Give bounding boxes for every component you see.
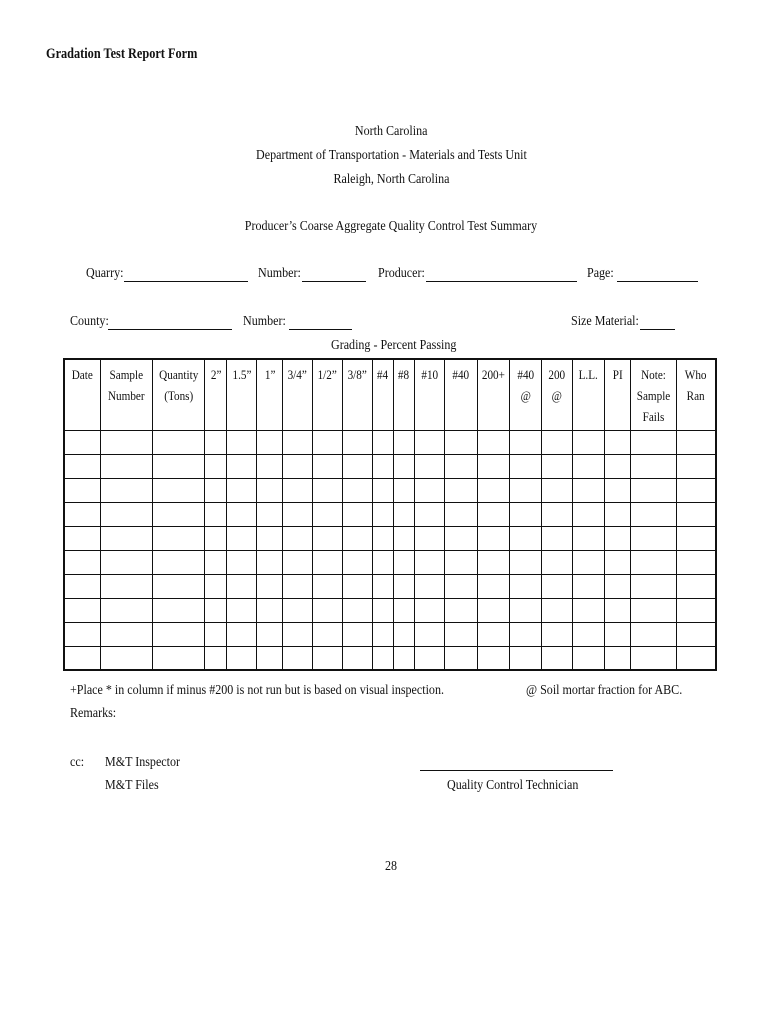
table-cell[interactable] <box>510 503 541 527</box>
quarry-label: Quarry: <box>86 266 124 281</box>
table-cell[interactable] <box>541 623 572 647</box>
table-cell[interactable] <box>572 551 604 575</box>
table-cell[interactable] <box>372 527 393 551</box>
producer-field[interactable] <box>426 269 577 282</box>
column-header-label: #40 <box>452 367 470 382</box>
table-cell[interactable] <box>677 575 716 599</box>
column-header-label: 3/4” <box>287 367 308 382</box>
table-cell[interactable] <box>415 503 445 527</box>
table-cell[interactable] <box>510 527 541 551</box>
column-header <box>677 359 716 431</box>
header-city: Raleigh, North Carolina <box>332 172 450 187</box>
table-cell[interactable] <box>283 527 312 551</box>
table-cell[interactable] <box>100 527 152 551</box>
table-cell[interactable] <box>604 575 630 599</box>
table-cell[interactable] <box>64 647 100 671</box>
table-cell[interactable] <box>100 431 152 455</box>
table-cell[interactable] <box>604 527 630 551</box>
table-cell[interactable] <box>572 647 604 671</box>
table-cell[interactable] <box>64 527 100 551</box>
table-cell[interactable] <box>541 479 572 503</box>
table-cell[interactable] <box>312 647 342 671</box>
table-cell[interactable] <box>478 527 510 551</box>
column-header <box>541 359 572 431</box>
table-cell[interactable] <box>541 503 572 527</box>
table-cell[interactable] <box>205 599 227 623</box>
table-cell[interactable] <box>64 623 100 647</box>
table-cell[interactable] <box>152 623 204 647</box>
column-header-label: 2” <box>210 367 221 382</box>
column-header <box>205 359 227 431</box>
table-cell[interactable] <box>677 551 716 575</box>
gradation-table <box>63 358 717 671</box>
table-cell[interactable] <box>372 575 393 599</box>
table-cell[interactable] <box>227 527 257 551</box>
table-cell[interactable] <box>630 647 676 671</box>
table-cell[interactable] <box>100 599 152 623</box>
column-header <box>415 359 445 431</box>
table-cell[interactable] <box>257 455 283 479</box>
table-cell[interactable] <box>541 575 572 599</box>
table-cell[interactable] <box>372 647 393 671</box>
column-header-label: Quantity (Tons) <box>158 367 199 403</box>
column-header-label: #8 <box>398 367 410 382</box>
table-cell[interactable] <box>283 551 312 575</box>
column-header-label: Sample Number <box>107 367 145 403</box>
table-cell[interactable] <box>541 551 572 575</box>
table-cell[interactable] <box>445 479 478 503</box>
table-cell[interactable] <box>630 575 676 599</box>
table-cell[interactable] <box>372 479 393 503</box>
column-header <box>604 359 630 431</box>
table-cell[interactable] <box>342 599 372 623</box>
table-cell[interactable] <box>100 647 152 671</box>
table-cell[interactable] <box>342 455 372 479</box>
column-header-label: Date <box>71 367 93 382</box>
column-header <box>283 359 312 431</box>
table-cell[interactable] <box>541 455 572 479</box>
table-cell[interactable] <box>445 503 478 527</box>
table-cell[interactable] <box>205 503 227 527</box>
table-cell[interactable] <box>415 599 445 623</box>
table-cell[interactable] <box>572 575 604 599</box>
column-header-label: #10 <box>421 367 438 382</box>
table-cell[interactable] <box>604 431 630 455</box>
footnote-soil-mortar: @ Soil mortar fraction for ABC. <box>526 683 683 698</box>
table-cell[interactable] <box>205 479 227 503</box>
number-label-2: Number: <box>243 314 286 329</box>
table-cell[interactable] <box>100 575 152 599</box>
table-cell[interactable] <box>342 575 372 599</box>
table-cell[interactable] <box>342 623 372 647</box>
table-cell[interactable] <box>257 503 283 527</box>
table-cell[interactable] <box>152 647 204 671</box>
table-cell[interactable] <box>152 479 204 503</box>
signature-label: Quality Control Technician <box>447 778 579 793</box>
table-cell[interactable] <box>415 479 445 503</box>
table-cell[interactable] <box>415 455 445 479</box>
footnote-visual-inspection: +Place * in column if minus #200 is not run but is based on visual inspection. <box>70 683 444 698</box>
column-header <box>572 359 604 431</box>
table-cell[interactable] <box>257 479 283 503</box>
table-cell[interactable] <box>415 623 445 647</box>
grading-caption: Grading - Percent Passing <box>331 338 457 353</box>
column-header <box>100 359 152 431</box>
column-header <box>342 359 372 431</box>
number-label: Number: <box>258 266 301 281</box>
table-cell[interactable] <box>445 527 478 551</box>
table-cell[interactable] <box>478 455 510 479</box>
table-row <box>64 647 716 671</box>
table-row <box>64 623 716 647</box>
table-cell[interactable] <box>541 647 572 671</box>
table-cell[interactable] <box>257 527 283 551</box>
table-cell[interactable] <box>312 431 342 455</box>
table-cell[interactable] <box>100 455 152 479</box>
table-cell[interactable] <box>64 503 100 527</box>
table-cell[interactable] <box>572 599 604 623</box>
column-header-label: #40 @ <box>517 367 534 403</box>
table-cell[interactable] <box>630 431 676 455</box>
table-cell[interactable] <box>510 479 541 503</box>
table-cell[interactable] <box>100 479 152 503</box>
table-cell[interactable] <box>478 479 510 503</box>
table-cell[interactable] <box>312 623 342 647</box>
table-cell[interactable] <box>604 551 630 575</box>
table-cell[interactable] <box>677 623 716 647</box>
column-header <box>257 359 283 431</box>
table-cell[interactable] <box>393 455 414 479</box>
column-header-label: 1/2” <box>317 367 337 382</box>
table-cell[interactable] <box>510 575 541 599</box>
table-cell[interactable] <box>152 455 204 479</box>
table-cell[interactable] <box>205 431 227 455</box>
table-cell[interactable] <box>630 599 676 623</box>
table-cell[interactable] <box>312 503 342 527</box>
table-cell[interactable] <box>227 431 257 455</box>
size-material-label: Size Material: <box>571 314 639 329</box>
table-cell[interactable] <box>445 431 478 455</box>
table-cell[interactable] <box>205 551 227 575</box>
table-cell[interactable] <box>677 503 716 527</box>
column-header <box>227 359 257 431</box>
table-cell[interactable] <box>677 599 716 623</box>
column-header <box>152 359 204 431</box>
table-cell[interactable] <box>342 551 372 575</box>
table-cell[interactable] <box>393 479 414 503</box>
table-cell[interactable] <box>393 599 414 623</box>
table-cell[interactable] <box>415 551 445 575</box>
table-row <box>64 431 716 455</box>
table-cell[interactable] <box>283 431 312 455</box>
table-cell[interactable] <box>312 455 342 479</box>
table-cell[interactable] <box>372 623 393 647</box>
table-cell[interactable] <box>541 527 572 551</box>
table-cell[interactable] <box>342 431 372 455</box>
producer-label: Producer: <box>378 266 425 281</box>
table-row <box>64 503 716 527</box>
table-cell[interactable] <box>677 647 716 671</box>
table-cell[interactable] <box>445 575 478 599</box>
table-cell[interactable] <box>283 623 312 647</box>
table-cell[interactable] <box>64 431 100 455</box>
table-cell[interactable] <box>283 479 312 503</box>
table-cell[interactable] <box>478 647 510 671</box>
quarry-field[interactable] <box>124 269 248 282</box>
table-cell[interactable] <box>415 647 445 671</box>
column-header <box>393 359 414 431</box>
column-header-label: 200+ <box>482 367 506 382</box>
table-cell[interactable] <box>64 479 100 503</box>
table-cell[interactable] <box>572 455 604 479</box>
table-cell[interactable] <box>510 647 541 671</box>
header-state: North Carolina <box>354 124 428 139</box>
table-cell[interactable] <box>445 599 478 623</box>
table-cell[interactable] <box>478 575 510 599</box>
table-cell[interactable] <box>257 623 283 647</box>
table-cell[interactable] <box>604 647 630 671</box>
table-cell[interactable] <box>372 551 393 575</box>
table-cell[interactable] <box>445 455 478 479</box>
table-cell[interactable] <box>677 431 716 455</box>
table-cell[interactable] <box>393 575 414 599</box>
table-cell[interactable] <box>572 623 604 647</box>
table-cell[interactable] <box>415 575 445 599</box>
table-cell[interactable] <box>393 623 414 647</box>
table-cell[interactable] <box>64 599 100 623</box>
table-cell[interactable] <box>257 551 283 575</box>
table-row <box>64 551 716 575</box>
cc-item: M&T Files <box>105 778 159 793</box>
table-cell[interactable] <box>64 455 100 479</box>
table-cell[interactable] <box>152 527 204 551</box>
table-cell[interactable] <box>604 599 630 623</box>
table-cell[interactable] <box>257 431 283 455</box>
table-cell[interactable] <box>572 503 604 527</box>
table-cell[interactable] <box>152 551 204 575</box>
table-cell[interactable] <box>630 527 676 551</box>
table-cell[interactable] <box>630 623 676 647</box>
table-cell[interactable] <box>283 647 312 671</box>
cc-label: cc: <box>70 755 85 770</box>
table-cell[interactable] <box>478 551 510 575</box>
table-cell[interactable] <box>227 599 257 623</box>
table-cell[interactable] <box>283 575 312 599</box>
table-cell[interactable] <box>227 455 257 479</box>
table-cell[interactable] <box>604 479 630 503</box>
column-header-label: 200 @ <box>548 367 566 403</box>
column-header <box>312 359 342 431</box>
number-field[interactable] <box>302 269 366 282</box>
county-field[interactable] <box>108 317 232 330</box>
column-header <box>372 359 393 431</box>
table-cell[interactable] <box>227 479 257 503</box>
table-cell[interactable] <box>227 503 257 527</box>
table-cell[interactable] <box>372 503 393 527</box>
column-header <box>510 359 541 431</box>
table-cell[interactable] <box>445 647 478 671</box>
column-header-label: Who Ran <box>685 367 707 403</box>
size-material-field[interactable] <box>640 317 675 330</box>
table-cell[interactable] <box>393 503 414 527</box>
table-cell[interactable] <box>312 527 342 551</box>
column-header-label: 1.5” <box>232 367 252 382</box>
table-cell[interactable] <box>572 431 604 455</box>
summary-title: Producer’s Coarse Aggregate Quality Control Test Summary <box>244 219 538 234</box>
table-cell[interactable] <box>677 479 716 503</box>
signature-line[interactable] <box>420 770 613 771</box>
table-cell[interactable] <box>152 503 204 527</box>
column-header <box>478 359 510 431</box>
table-row <box>64 479 716 503</box>
table-cell[interactable] <box>257 575 283 599</box>
table-cell[interactable] <box>630 503 676 527</box>
table-cell[interactable] <box>478 503 510 527</box>
page-label: Page: <box>587 266 614 281</box>
table-cell[interactable] <box>393 431 414 455</box>
table-row <box>64 455 716 479</box>
table-cell[interactable] <box>541 431 572 455</box>
column-header-label: #4 <box>377 367 389 382</box>
table-cell[interactable] <box>283 503 312 527</box>
table-cell[interactable] <box>152 599 204 623</box>
table-cell[interactable] <box>205 527 227 551</box>
table-cell[interactable] <box>312 575 342 599</box>
column-header-label: 3/8” <box>347 367 367 382</box>
table-cell[interactable] <box>64 575 100 599</box>
column-header-label: 1” <box>264 367 276 382</box>
table-cell[interactable] <box>445 623 478 647</box>
number-field-2[interactable] <box>289 317 352 330</box>
table-cell[interactable] <box>205 647 227 671</box>
table-cell[interactable] <box>342 647 372 671</box>
table-cell[interactable] <box>227 623 257 647</box>
table-header-row <box>64 359 716 431</box>
table-cell[interactable] <box>257 599 283 623</box>
table-cell[interactable] <box>478 599 510 623</box>
table-cell[interactable] <box>393 647 414 671</box>
table-cell[interactable] <box>283 455 312 479</box>
table-cell[interactable] <box>257 647 283 671</box>
table-cell[interactable] <box>510 599 541 623</box>
table-cell[interactable] <box>372 599 393 623</box>
table-cell[interactable] <box>604 623 630 647</box>
page-field[interactable] <box>617 269 698 282</box>
table-cell[interactable] <box>283 599 312 623</box>
table-cell[interactable] <box>152 575 204 599</box>
remarks-label: Remarks: <box>70 706 117 721</box>
table-cell[interactable] <box>415 527 445 551</box>
table-cell[interactable] <box>372 431 393 455</box>
column-header <box>630 359 676 431</box>
table-cell[interactable] <box>604 503 630 527</box>
table-cell[interactable] <box>510 455 541 479</box>
table-cell[interactable] <box>541 599 572 623</box>
table-cell[interactable] <box>64 551 100 575</box>
table-cell[interactable] <box>630 479 676 503</box>
table-cell[interactable] <box>342 527 372 551</box>
table-cell[interactable] <box>312 551 342 575</box>
table-cell[interactable] <box>205 575 227 599</box>
table-cell[interactable] <box>510 431 541 455</box>
page-number: 28 <box>385 859 398 874</box>
table-cell[interactable] <box>100 551 152 575</box>
header-department: Department of Transportation - Materials and Tests Unit <box>255 148 527 163</box>
table-cell[interactable] <box>312 599 342 623</box>
table-cell[interactable] <box>445 551 478 575</box>
table-cell[interactable] <box>415 431 445 455</box>
table-cell[interactable] <box>372 455 393 479</box>
table-cell[interactable] <box>227 575 257 599</box>
table-cell[interactable] <box>205 623 227 647</box>
table-row <box>64 527 716 551</box>
table-cell[interactable] <box>393 527 414 551</box>
table-cell[interactable] <box>100 623 152 647</box>
table-cell[interactable] <box>227 551 257 575</box>
table-cell[interactable] <box>478 623 510 647</box>
table-cell[interactable] <box>510 623 541 647</box>
table-cell[interactable] <box>342 503 372 527</box>
table-cell[interactable] <box>227 647 257 671</box>
table-row <box>64 575 716 599</box>
table-cell[interactable] <box>677 455 716 479</box>
table-cell[interactable] <box>630 551 676 575</box>
column-header <box>64 359 100 431</box>
table-cell[interactable] <box>312 479 342 503</box>
table-row <box>64 599 716 623</box>
column-header-label: L.L. <box>578 367 598 382</box>
table-cell[interactable] <box>393 551 414 575</box>
table-cell[interactable] <box>630 455 676 479</box>
table-cell[interactable] <box>572 479 604 503</box>
cc-item: M&T Inspector <box>105 755 181 770</box>
column-header-label: PI <box>612 367 623 382</box>
form-title: Gradation Test Report Form <box>46 46 198 62</box>
column-header-label: Note: Sample Fails <box>636 367 671 424</box>
table-cell[interactable] <box>604 455 630 479</box>
county-label: County: <box>70 314 109 329</box>
column-header <box>445 359 478 431</box>
table-cell[interactable] <box>510 551 541 575</box>
table-cell[interactable] <box>478 431 510 455</box>
table-cell[interactable] <box>152 431 204 455</box>
table-cell[interactable] <box>205 455 227 479</box>
table-cell[interactable] <box>342 479 372 503</box>
table-cell[interactable] <box>572 527 604 551</box>
table-cell[interactable] <box>100 503 152 527</box>
table-cell[interactable] <box>677 527 716 551</box>
